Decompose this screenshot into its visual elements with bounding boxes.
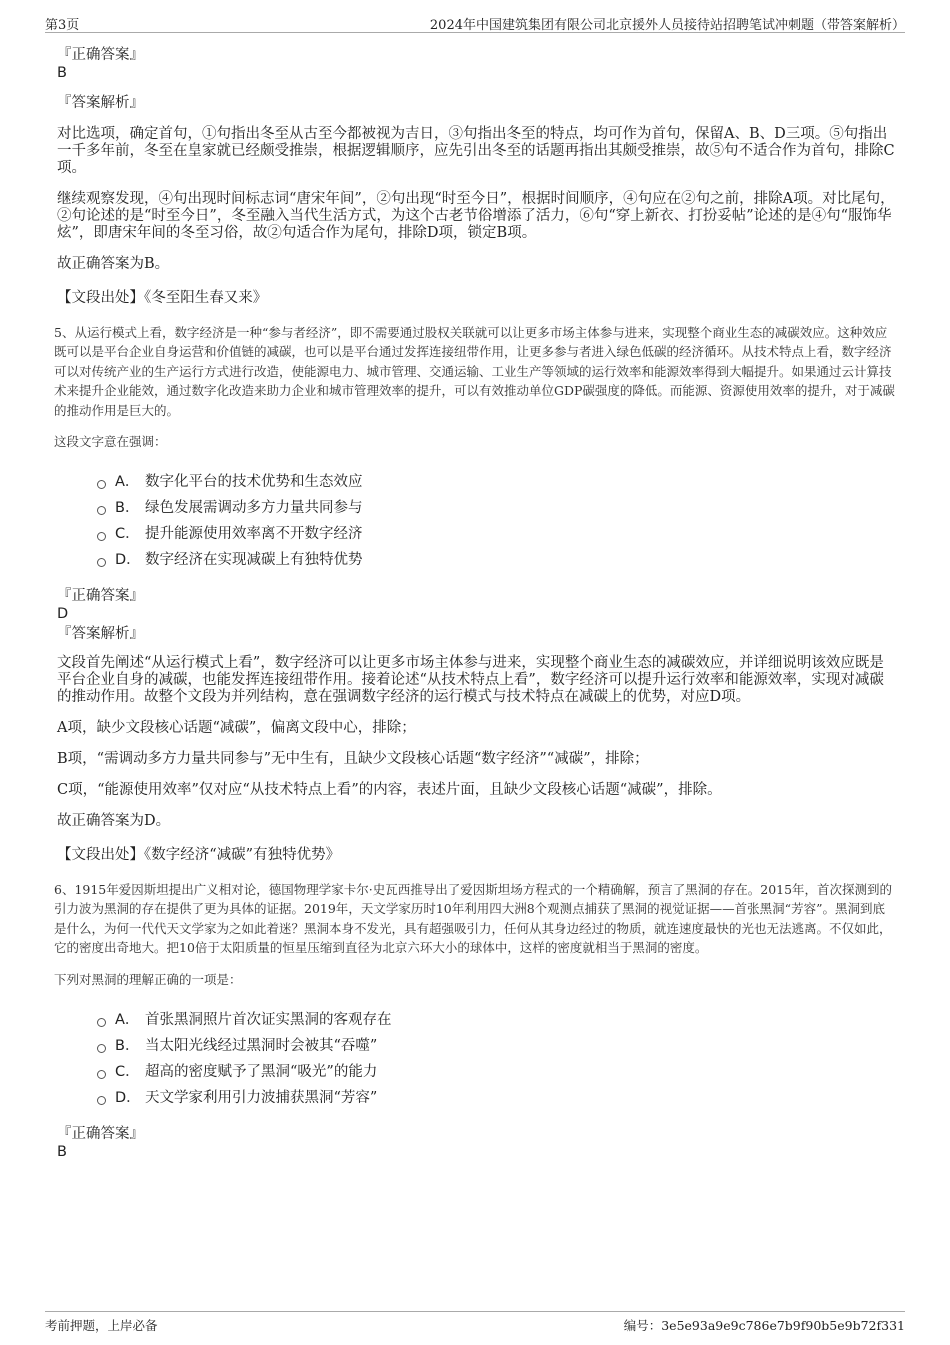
radio-icon[interactable] bbox=[97, 1070, 106, 1079]
question-prompt: 下列对黑洞的理解正确的一项是： bbox=[54, 971, 242, 987]
option-text: 首张黑洞照片首次证实黑洞的客观存在 bbox=[145, 1011, 392, 1028]
option-c[interactable] bbox=[97, 525, 895, 551]
option-text: 天文学家利用引力波捕获黑洞“芳容” bbox=[145, 1089, 378, 1106]
footer-slogan: 考前押题，上岸必备 bbox=[45, 1318, 158, 1333]
option-d[interactable] bbox=[97, 1089, 895, 1115]
question-text: 5、从运行模式上看，数字经济是一种“参与者经济”，即不需要通过股权关联就可以让更多市场主体参与进来，实现整个商业生态的减碳效应。这种效应既可以是平台企业自身运营和价值链的减碳，也可以是平台通过发挥连接纽带作用，让更多参与者进入绿色低碳的经济循环。从技术特点上看，数字经济可以对传统产业的生产运行方式进行改造，使能源电力、城市管理、交通运输、工业生产等领域的运行效率和能源效率得到大幅提升。如果通过云计算技术来提升企业能效，通过数字化改造来助力企业和城市管理效率的提升，可以有效推动单位GDP碳强度的降低。而能源、资源使用效率的提升，对于减碳的推动作用是巨大的。 bbox=[54, 325, 895, 418]
option-text: 超高的密度赋予了黑洞“吸光”的能力 bbox=[145, 1063, 378, 1080]
page-header bbox=[45, 10, 905, 33]
option-d[interactable] bbox=[97, 551, 895, 577]
option-letter: D． bbox=[115, 552, 141, 569]
question-prompt: 这段文字意在强调： bbox=[54, 434, 167, 450]
option-a[interactable] bbox=[97, 1011, 895, 1037]
radio-icon[interactable] bbox=[97, 1096, 106, 1105]
option-text: 提升能源使用效率离不开数字经济 bbox=[145, 526, 363, 543]
option-b[interactable] bbox=[97, 499, 895, 525]
analysis-paragraph: B项，“需调动多方力量共同参与”无中生有，且缺少文段核心话题“数字经济”“减碳”，排除； bbox=[57, 751, 649, 768]
option-text: 当太阳光线经过黑洞时会被其“吞噬” bbox=[145, 1037, 378, 1054]
answer-title: 『正确答案』 bbox=[57, 47, 144, 63]
document-title: 2024年中国建筑集团有限公司北京援外人员接待站招聘笔试冲刺题（带答案解析） bbox=[429, 18, 905, 33]
option-letter: C． bbox=[115, 1063, 140, 1080]
option-letter: C． bbox=[115, 526, 140, 543]
question-text: 6、1915年爱因斯坦提出广义相对论，德国物理学家卡尔·史瓦西推导出了爱因斯坦场方程式的一个精确解，预言了黑洞的存在。2015年，首次探测到的引力波为黑洞的存在提供了更为具体的证据。2019年，天文学家历时10年利用四大洲8个观测点捕获了黑洞的视觉证据——首张黑洞“芳容”。黑洞到底是什么，为何一代代天文学家为之如此着迷？黑洞本身不发光，具有超强吸引力，任何从其身边经过的物质，就连速度最快的光也无法逃离。不仅如此，它的密度出奇地大。把10倍于太阳质量的恒星压缩到直径为北京六环大小的球体中，这样的密度就相当于黑洞的密度。 bbox=[54, 882, 893, 956]
option-text: 数字经济在实现减碳上有独特优势 bbox=[145, 552, 363, 569]
option-list bbox=[57, 1011, 895, 1115]
option-letter: A． bbox=[115, 474, 140, 491]
radio-icon[interactable] bbox=[97, 1044, 106, 1053]
radio-icon[interactable] bbox=[97, 558, 106, 567]
analysis-paragraph: 故正确答案为B。 bbox=[57, 256, 170, 272]
option-letter: B． bbox=[115, 1037, 140, 1054]
option-c[interactable] bbox=[97, 1063, 895, 1089]
analysis-paragraph: 故正确答案为D。 bbox=[57, 813, 171, 830]
answer-title: 『正确答案』 bbox=[57, 588, 144, 605]
answer-value: D bbox=[57, 606, 69, 623]
analysis-title: 『答案解析』 bbox=[57, 95, 144, 111]
option-list bbox=[57, 473, 895, 577]
source-citation: 【文段出处】《冬至阳生春又来》 bbox=[57, 290, 268, 306]
radio-icon[interactable] bbox=[97, 480, 106, 489]
analysis-paragraph: 对比选项，确定首句，①句指出冬至从古至今都被视为吉日，③句指出冬至的特点，均可作为首句，保留A、B、D三项。⑤句指出一千多年前，冬至在皇家就已经颇受推崇，根据逻辑顺序，应先引出冬至的话题再指出其颇受推崇，故⑤句不适合作为首句，排除C项。 bbox=[57, 126, 895, 176]
document-body bbox=[54, 46, 895, 1173]
option-letter: B． bbox=[115, 500, 140, 517]
analysis-paragraph: A项，缺少文段核心话题“减碳”，偏离文段中心，排除； bbox=[57, 720, 416, 737]
document-id: 编号：3e5e93a9e9c786e7b9f90b5e9b72f331 bbox=[623, 1318, 905, 1333]
option-letter: D． bbox=[115, 1089, 141, 1106]
analysis-paragraph: 继续观察发现，④句出现时间标志词“唐宋年间”，②句出现“时至今日”，根据时间顺序，④句应在②句之前，排除A项。对比尾句，②句论述的是“时至今日”，冬至融入当代生活方式，为这个古老节俗增添了活力，⑥句“穿上新衣、打扮妥帖”论述的是④句“服饰华炫”，即唐宋年间的冬至习俗，故②句适合作为尾句，排除D项，锁定B项。 bbox=[57, 191, 895, 241]
option-text: 数字化平台的技术优势和生态效应 bbox=[145, 474, 363, 491]
radio-icon[interactable] bbox=[97, 506, 106, 515]
analysis-paragraph: C项，“能源使用效率”仅对应“从技术特点上看”的内容，表述片面，且缺少文段核心话题“减碳”，排除。 bbox=[57, 782, 722, 799]
radio-icon[interactable] bbox=[97, 532, 106, 541]
source-citation: 【文段出处】《数字经济“减碳”有独特优势》 bbox=[57, 847, 341, 864]
page-number: 第3页 bbox=[45, 18, 80, 33]
option-a[interactable] bbox=[97, 473, 895, 499]
analysis-paragraph: 文段首先阐述“从运行模式上看”，数字经济可以让更多市场主体参与进来，实现整个商业生态的减碳效应，并详细说明该效应既是平台企业自身的减碳，也能发挥连接纽带作用。接着论述“从技术特点上看”，数字经济可以提升运行效率和能源效率，实现对减碳的推动作用。故整个文段为并列结构，意在强调数字经济的运行模式与技术特点在减碳上的优势，对应D项。 bbox=[57, 655, 884, 706]
page-footer bbox=[45, 1311, 905, 1336]
answer-value: B bbox=[57, 1143, 67, 1160]
radio-icon[interactable] bbox=[97, 1018, 106, 1027]
option-text: 绿色发展需调动多方力量共同参与 bbox=[145, 500, 363, 517]
option-b[interactable] bbox=[97, 1037, 895, 1063]
answer-value: B bbox=[57, 65, 67, 81]
answer-title: 『正确答案』 bbox=[57, 1125, 144, 1142]
option-letter: A． bbox=[115, 1011, 140, 1028]
analysis-title: 『答案解析』 bbox=[57, 626, 144, 643]
